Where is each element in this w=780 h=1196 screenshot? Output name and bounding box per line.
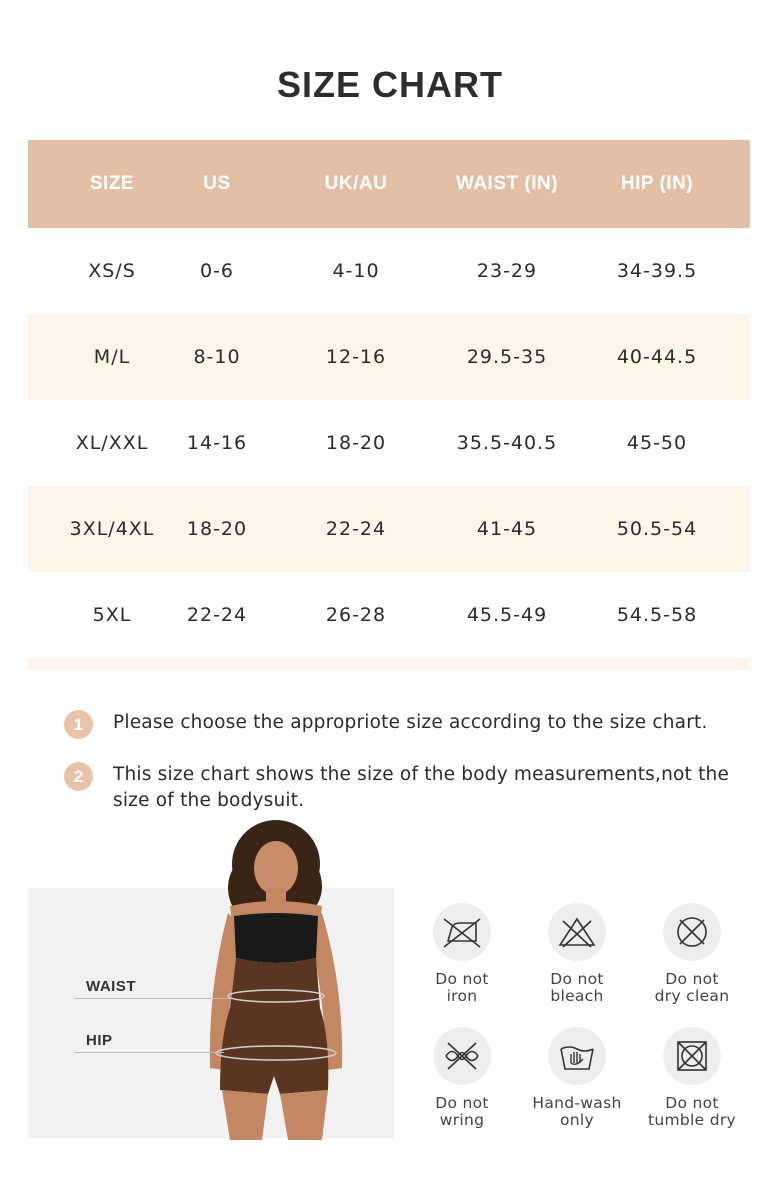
table-row [28,314,750,400]
hip-label: HIP [86,1032,113,1049]
care-hand-wash [522,1027,632,1129]
cell-us: 14-16 [186,432,248,454]
header-uk-au: UK/AU [324,173,388,194]
care-label-line2: dry clean [654,987,730,1005]
note-number-badge: 1 [64,710,93,739]
cell-hip: 34-39.5 [616,260,698,282]
cell-waist: 29.5-35 [466,346,548,368]
page-title: SIZE CHART [277,64,503,105]
waist-label: WAIST [86,978,136,995]
cell-uk-au: 4-10 [332,260,380,282]
note-2 [64,762,764,814]
care-label-line1: Do not [665,970,719,988]
cell-size: 3XL/4XL [69,518,155,540]
table-footer-strip [28,658,750,670]
model-photo [190,818,360,1140]
waist-line [74,998,234,999]
cell-waist: 35.5-40.5 [456,432,558,454]
care-label-line2: tumble dry [648,1111,736,1129]
cell-uk-au: 26-28 [325,604,387,626]
cell-size: M/L [93,346,131,368]
note-text: Please choose the appropriote size according to the size chart. [113,712,708,733]
care-no-iron [407,903,517,1005]
cell-hip: 50.5-54 [616,518,698,540]
cell-hip: 54.5-58 [616,604,698,626]
care-label-line2: only [560,1111,594,1129]
header-waist: WAIST (IN) [455,173,559,194]
cell-size: XS/S [88,260,136,282]
cell-hip: 40-44.5 [616,346,698,368]
note-text: This size chart shows the size of the body measurements,not the size of the bodysuit. [113,764,730,811]
header-hip: HIP (IN) [620,173,694,194]
care-no-dry-clean [637,903,747,1005]
table-row [28,486,750,572]
care-label-line1: Do not [435,970,489,988]
no-iron-icon [433,903,491,961]
header-size: SIZE [89,173,135,194]
no-dry-clean-icon [663,903,721,961]
cell-hip: 45-50 [626,432,688,454]
cell-size: 5XL [92,604,132,626]
table-row [28,572,750,658]
cell-us: 18-20 [186,518,248,540]
cell-us: 8-10 [193,346,241,368]
note-number-badge: 2 [64,762,93,791]
cell-uk-au: 22-24 [325,518,387,540]
hand-wash-icon [548,1027,606,1085]
care-label-line1: Hand-wash [532,1094,622,1112]
care-no-bleach [522,903,632,1005]
header-us: US [203,173,231,194]
care-label-line2: wring [439,1111,485,1129]
table-row [28,400,750,486]
care-label-line1: Do not [435,1094,489,1112]
no-tumble-dry-icon [663,1027,721,1085]
no-wring-icon [433,1027,491,1085]
cell-waist: 23-29 [476,260,538,282]
care-label-line1: Do not [550,970,604,988]
cell-us: 0-6 [199,260,235,282]
cell-size: XL/XXL [75,432,149,454]
care-label-line2: bleach [550,987,604,1005]
cell-uk-au: 12-16 [325,346,387,368]
care-label-line1: Do not [665,1094,719,1112]
cell-us: 22-24 [186,604,248,626]
cell-uk-au: 18-20 [325,432,387,454]
size-table [28,140,750,670]
cell-waist: 41-45 [476,518,538,540]
cell-waist: 45.5-49 [466,604,548,626]
no-bleach-icon [548,903,606,961]
table-row [28,228,750,314]
note-1 [64,710,764,739]
care-no-tumble-dry [637,1027,747,1129]
hip-line [74,1052,224,1053]
care-no-wring [407,1027,517,1129]
table-header [28,140,750,228]
care-label-line2: iron [446,987,478,1005]
